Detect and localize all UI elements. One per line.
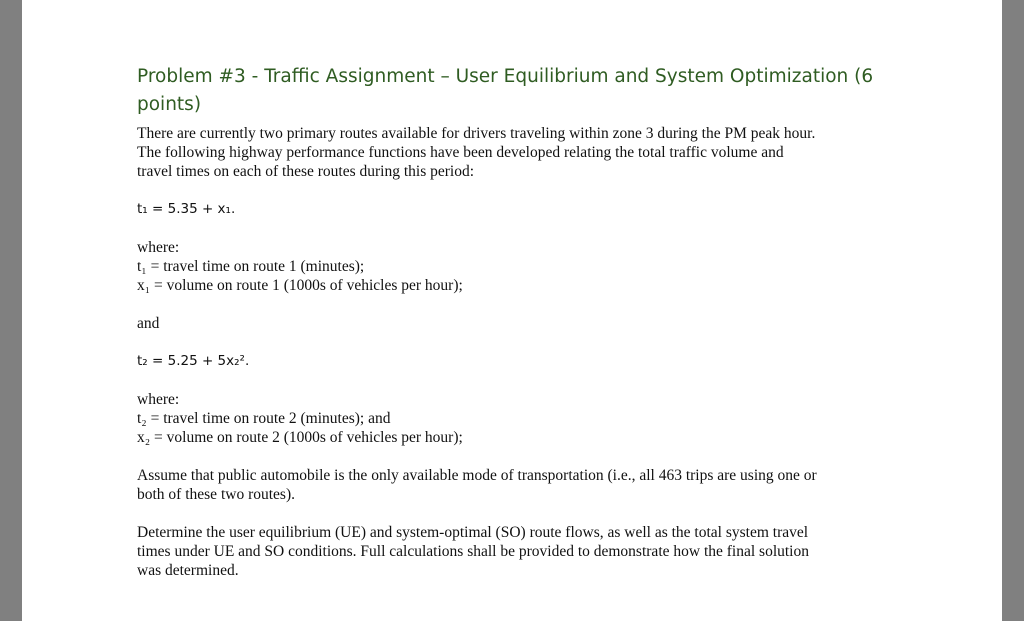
document-content xyxy=(137,63,897,580)
intro-paragraph xyxy=(137,124,897,181)
and-label: and xyxy=(137,315,160,332)
route2-definitions xyxy=(137,390,897,447)
definition-line: x₂ = volume on route 2 (1000s of vehicles per hour); xyxy=(137,429,463,446)
assumption-line: Assume that public automobile is the only available mode of transportation (i.e., all 463 trips are using one or xyxy=(137,467,817,484)
where-label: where: xyxy=(137,239,180,256)
document-page xyxy=(22,0,1002,621)
task-line: was determined. xyxy=(137,562,239,579)
task-line: Determine the user equilibrium (UE) and system-optimal (SO) route flows, as well as the total system travel xyxy=(137,524,809,541)
task-paragraph xyxy=(137,523,897,580)
intro-line: There are currently two primary routes available for drivers traveling within zone 3 during the PM peak hour. xyxy=(137,125,816,142)
definition-line: t₁ = travel time on route 1 (minutes); xyxy=(137,258,365,275)
route1-definitions xyxy=(137,238,897,295)
route2-equation: t₂ = 5.25 + 5x₂². xyxy=(137,353,250,369)
intro-line: The following highway performance functions have been developed relating the total traffic volume and xyxy=(137,144,784,161)
definition-line: x₁ = volume on route 1 (1000s of vehicles per hour); xyxy=(137,277,463,294)
intro-line: travel times on each of these routes during this period: xyxy=(137,163,475,180)
assumption-paragraph xyxy=(137,466,897,504)
task-line: times under UE and SO conditions. Full calculations shall be provided to demonstrate how the final solution xyxy=(137,543,809,560)
assumption-line: both of these two routes). xyxy=(137,486,295,503)
problem-heading: Problem #3 - Traffic Assignment – User Equilibrium and System Optimization (6 points) xyxy=(137,66,874,115)
definition-line: t₂ = travel time on route 2 (minutes); and xyxy=(137,410,391,427)
where-label: where: xyxy=(137,391,180,408)
route1-equation: t₁ = 5.35 + x₁. xyxy=(137,201,236,217)
